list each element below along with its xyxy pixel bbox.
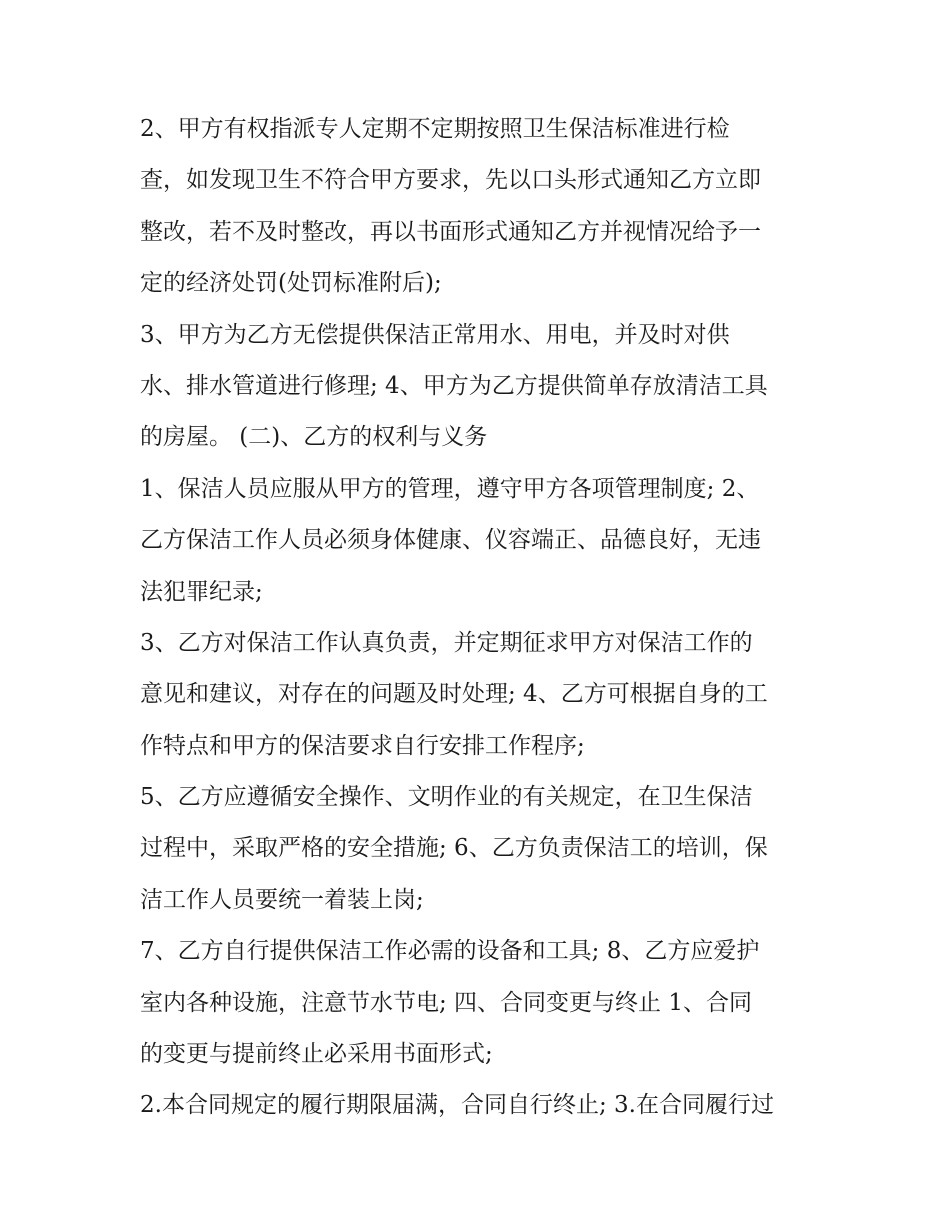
paragraph-5 [140,772,820,926]
text-line: 乙方保洁工作人员必须身体健康、仪容端正、品德良好，无违 [140,527,761,554]
paragraph-4 [140,618,820,772]
text-line: 查，如发现卫生不符合甲方要求，先以口头形式通知乙方立即 [140,167,761,194]
text-line: 3、乙方对保洁工作认真负责，并定期征求甲方对保洁工作的 [140,629,753,656]
text-line: 水、排水管道进行修理; 4、甲方为乙方提供简单存放清洁工具 [140,372,768,399]
text-line: 意见和建议，对存在的问题及时处理; 4、乙方可根据自身的工 [140,681,768,708]
paragraph-3 [140,464,820,618]
text-line: 2、甲方有权指派专人定期不定期按照卫生保洁标准进行检 [140,116,730,142]
paragraph-6 [140,926,820,1080]
text-line: 室内各种设施，注意节水节电; 四、合同变更与终止 1、合同 [140,989,753,1016]
text-line: 2.本合同规定的履行期限届满，合同自行终止; 3.在合同履行过 [140,1092,774,1119]
text-line: 作特点和甲方的保洁要求自行安排工作程序; [140,732,585,759]
paragraph-1 [140,104,820,310]
paragraph-2 [140,310,820,464]
text-line: 定的经济处罚(处罚标准附后); [140,270,442,297]
text-line: 3、甲方为乙方无偿提供保洁正常用水、用电，并及时对供 [140,321,730,348]
text-line: 法犯罪纪录; [140,578,263,605]
text-line: 的变更与提前终止必采用书面形式; [140,1041,493,1068]
text-line: 整改，若不及时整改，再以书面形式通知乙方并视情况给予一 [140,218,761,245]
text-line: 洁工作人员要统一着装上岗; [140,886,424,913]
text-line: 7、乙方自行提供保洁工作必需的设备和工具; 8、乙方应爱护 [140,938,760,965]
text-line: 1、保洁人员应服从甲方的管理，遵守甲方各项管理制度; 2、 [140,475,760,502]
paragraph-7 [140,1080,820,1131]
text-line: 的房屋。 (二)、乙方的权利与义务 [140,424,488,451]
text-line: 过程中，采取严格的安全措施; 6、乙方负责保洁工的培训，保 [140,835,768,862]
document-page [140,104,820,1132]
text-line: 5、乙方应遵循安全操作、文明作业的有关规定，在卫生保洁 [140,784,753,811]
